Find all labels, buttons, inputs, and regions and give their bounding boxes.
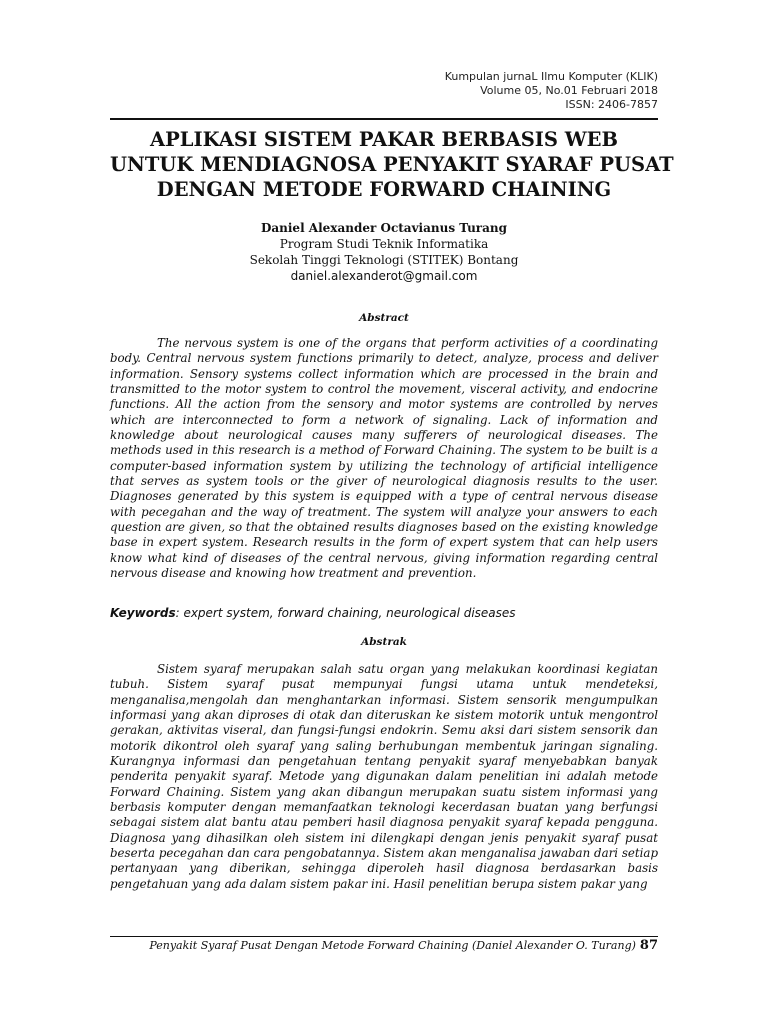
- keywords-label: Keywords: [110, 606, 176, 620]
- journal-name: Kumpulan jurnaL Ilmu Komputer (KLIK): [444, 70, 658, 83]
- abstract-heading: Abstract: [359, 312, 409, 324]
- author-email: daniel.alexanderot@gmail.com: [290, 269, 478, 283]
- journal-issn: ISSN: 2406-7857: [565, 98, 658, 111]
- title-line-2: UNTUK MENDIAGNOSA PENYAKIT SYARAF PUSAT: [110, 153, 674, 176]
- page-footer: [110, 938, 658, 954]
- author-institution: Sekolah Tinggi Teknologi (STITEK) Bontang: [249, 253, 519, 267]
- journal-volume: Volume 05, No.01 Februari 2018: [480, 84, 658, 97]
- running-title: Penyakit Syaraf Pusat Dengan Metode Forward Chaining (Daniel Alexander O. Turang): [149, 939, 636, 952]
- page-number: 87: [639, 938, 658, 953]
- header-rule: [110, 118, 658, 120]
- author-block: [110, 220, 658, 284]
- footer-rule: [110, 936, 658, 937]
- abstrak-heading: Abstrak: [361, 636, 407, 648]
- title-line-3: DENGAN METODE FORWARD CHAINING: [156, 178, 612, 201]
- keywords-text: : expert system, forward chaining, neurological diseases: [175, 606, 516, 620]
- author-name: Daniel Alexander Octavianus Turang: [260, 221, 508, 235]
- paper-title: [110, 127, 674, 202]
- abstract-english: The nervous system is one of the organs that perform activities of a coordinating body. Central nervous system functions primarily to detect, analyze, process and deliver information. Sensory systems collect information which are processed in the brain and transmitted to the motor system to control the movement, visceral activity, and endocrine functions. All the action from the sensory and motor systems are controlled by nerves which are interconnected to form a network of signaling. Lack of information and knowledge about neurological causes many sufferers of neurological diseases. The methods used in this research is a method of Forward Chaining. The system to be built is a computer-based information system by utilizing the technology of artificial intelligence that serves as system tools or the giver of neurological diagnosis results to the user. Diagnoses generated by this system is equipped with a type of central nervous disease with pecegahan and the way of treatment. The system will analyze your answers to each question are given, so that the obtained results diagnoses based on the existing knowledge base in expert system. Research results in the form of expert system that can help users know what kind of diseases of the central nervous, giving information regarding central nervous disease and knowing how treatment and prevention.: [110, 336, 658, 581]
- author-program: Program Studi Teknik Informatika: [279, 237, 489, 251]
- keywords: [110, 605, 658, 621]
- abstract-indonesian: Sistem syaraf merupakan salah satu organ yang melakukan koordinasi kegiatan tubuh. Sistem syaraf pusat mempunyai fungsi utama untuk mendeteksi, menganalisa,mengolah dan menghantarkan informasi. Sistem sensorik mengumpulkan informasi yang akan diproses di otak dan diteruskan ke sistem motorik untuk mengontrol gerakan, aktivitas viseral, dan fungsi-fungsi endokrin. Semu aksi dari sistem sensorik dan motorik dikontrol oleh syaraf yang saling berhubungan membentuk jaringan signaling. Kurangnya informasi dan pengetahuan tentang penyakit syaraf menyebabkan banyak penderita penyakit syaraf. Metode yang digunakan dalam penelitian ini adalah metode Forward Chaining. Sistem yang akan dibangun merupakan suatu sistem informasi yang berbasis komputer dengan memanfaatkan teknologi kecerdasan buatan yang berfungsi sebagai sistem alat bantu atau pemberi hasil diagnosa penyakit syaraf kepada pengguna. Diagnosa yang dihasilkan oleh sistem ini dilengkapi dengan jenis penyakit syaraf pusat beserta pecegahan dan cara pengobatannya. Sistem akan menganalisa jawaban dari setiap pertanyaan yang diberikan, sehingga diperoleh hasil diagnosa berdasarkan basis pengetahuan yang ada dalam sistem pakar ini. Hasil penelitian berupa sistem pakar yang: [110, 662, 658, 891]
- journal-header: [445, 70, 658, 112]
- title-line-1: APLIKASI SISTEM PAKAR BERBASIS WEB: [149, 128, 619, 151]
